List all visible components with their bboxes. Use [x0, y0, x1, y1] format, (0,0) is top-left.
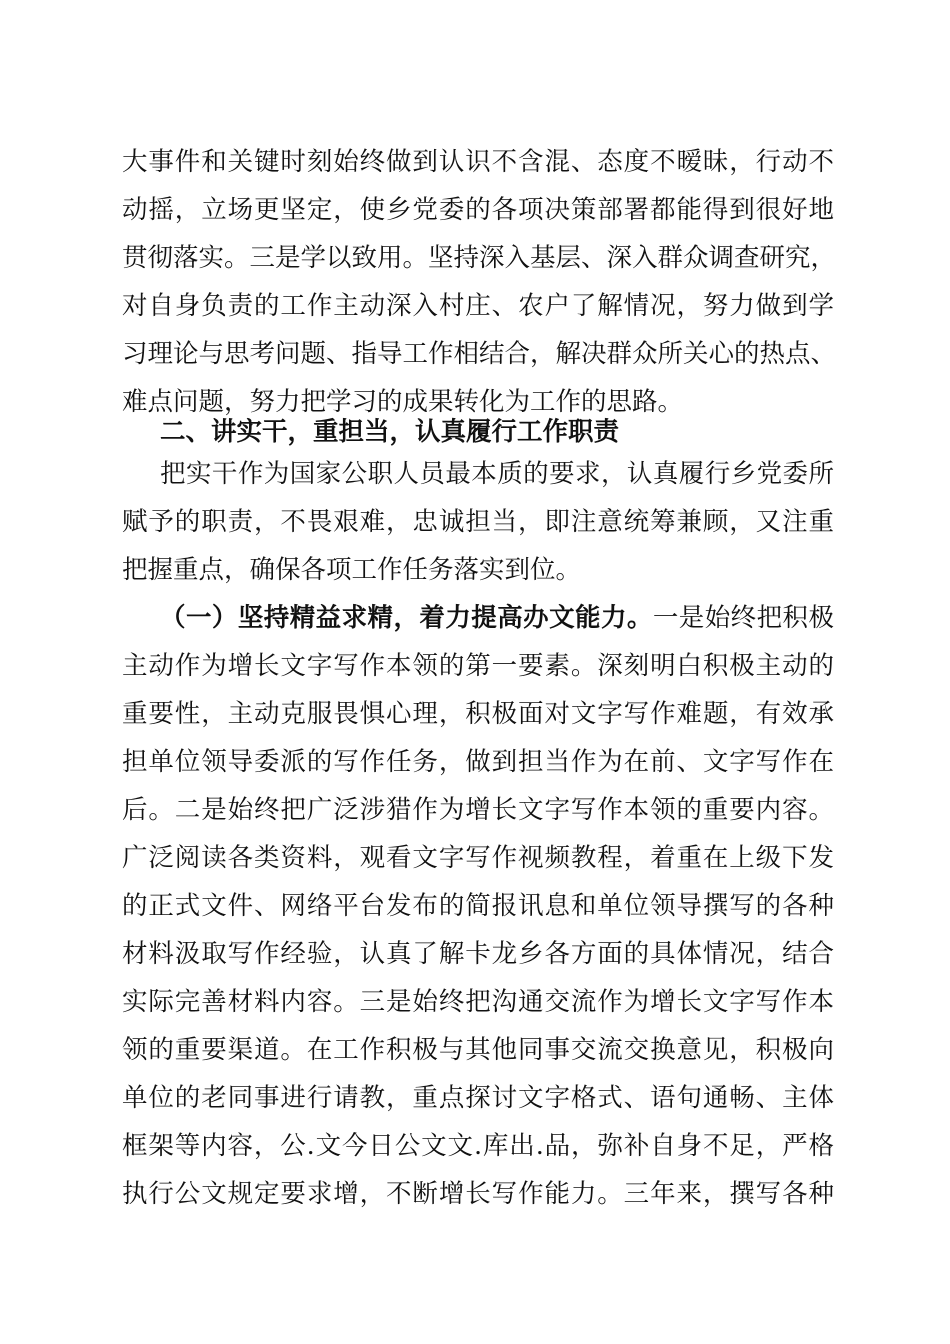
body-text-line: 难点问题，努力把学习的成果转化为工作的思路。	[122, 387, 684, 417]
body-text-span: 一是始终把积极	[652, 603, 834, 633]
body-text-line: 对自身负责的工作主动深入村庄、农户了解情况，努力做到学	[122, 291, 834, 321]
body-text-line: 框架等内容，公.文今日公文文.库出.品，弥补自身不足，严格	[122, 1131, 834, 1161]
body-text-line: 领的重要渠道。在工作积极与其他同事交流交换意见，积极向	[122, 1035, 834, 1065]
section-heading: 二、讲实干，重担当，认真履行工作职责	[160, 417, 620, 447]
body-text-line: 执行公文规定要求增，不断增长写作能力。三年来，撰写各种	[122, 1179, 834, 1209]
subsection-first-line	[160, 598, 834, 638]
body-text-line: 习理论与思考问题、指导工作相结合，解决群众所关心的热点、	[122, 339, 837, 369]
body-text-line: 大事件和关键时刻始终做到认识不含混、态度不暧昧，行动不	[122, 147, 834, 177]
body-text-line: 广泛阅读各类资料，观看文字写作视频教程，着重在上级下发	[122, 843, 834, 873]
body-text-line: 的正式文件、网络平台发布的简报讯息和单位领导撰写的各种	[122, 891, 834, 921]
body-text-line: 赋予的职责，不畏艰难，忠诚担当，即注意统筹兼顾，又注重	[122, 507, 834, 537]
body-text-line: 担单位领导委派的写作任务，做到担当作为在前、文字写作在	[122, 747, 834, 777]
body-text-line: 实际完善材料内容。三是始终把沟通交流作为增长文字写作本	[122, 987, 834, 1017]
body-text-line: 把实干作为国家公职人员最本质的要求，认真履行乡党委所	[160, 459, 834, 489]
body-text-line: 后。二是始终把广泛涉猎作为增长文字写作本领的重要内容。	[122, 795, 834, 825]
body-text-line: 重要性，主动克服畏惧心理，积极面对文字写作难题，有效承	[122, 699, 834, 729]
subsection-heading: （一）坚持精益求精，着力提高办文能力。	[160, 603, 653, 633]
body-text-line: 单位的老同事进行请教，重点探讨文字格式、语句通畅、主体	[122, 1083, 834, 1113]
body-text-line: 动摇，立场更坚定，使乡党委的各项决策部署都能得到很好地	[122, 195, 834, 225]
body-text-line: 主动作为增长文字写作本领的第一要素。深刻明白积极主动的	[122, 651, 834, 681]
body-text-line: 贯彻落实。三是学以致用。坚持深入基层、深入群众调查研究，	[122, 243, 837, 273]
body-text-line: 材料汲取写作经验，认真了解卡龙乡各方面的具体情况，结合	[122, 939, 834, 969]
body-text-line: 把握重点，确保各项工作任务落实到位。	[122, 555, 582, 585]
